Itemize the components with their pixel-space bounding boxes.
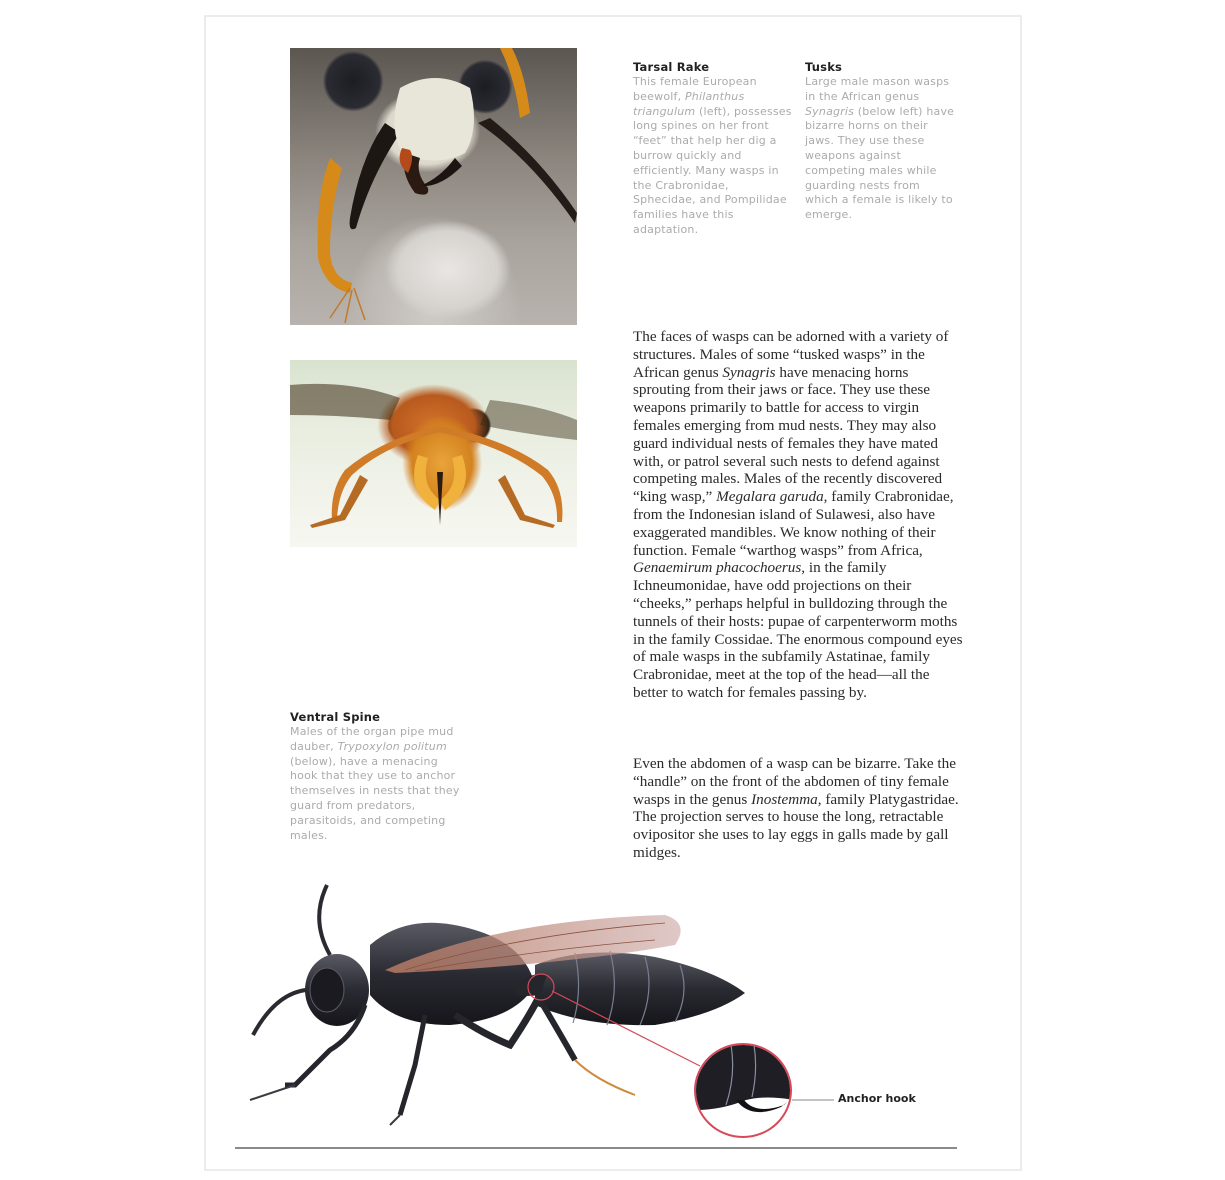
caption-title: Tusks — [805, 60, 843, 74]
body-text-run: , family Crabronidae, from the Indonesian island of Sulawesi, also have exaggerated mandibles. We know nothing of their function. Female “warthog wasps” from Africa, — [633, 488, 954, 559]
caption-text: This female European beewolf, — [633, 75, 757, 103]
genus-name: Inostemma — [751, 790, 818, 808]
body-text-run: , family Platygastridae. The projection serves to house the long, retractable ovipositor she uses to lay eggs in galls made by gall midges. — [633, 790, 959, 861]
caption-title: Tarsal Rake — [633, 60, 710, 74]
footer-rule — [235, 1147, 957, 1149]
body-text-run: The faces of wasps can be adorned with a variety of structures. Males of some “tusked wasps” in the African genus — [633, 328, 949, 381]
caption-text: Large male mason wasps in the African genus — [805, 75, 950, 103]
caption-text: Males of the organ pipe mud dauber, — [290, 725, 454, 753]
genus-name: Synagris — [722, 363, 776, 381]
species-name: Philanthus triangulum — [633, 89, 745, 118]
caption-title: Ventral Spine — [290, 710, 381, 724]
caption-text: (below left) have bizarre horns on their jaws. They use these weapons against competing males while guarding nests from which a female is likely to emerge. — [805, 104, 955, 222]
species-name: Genaemirum phacochoerus — [633, 559, 802, 577]
caption-text: (left), possesses long spines on her front “feet” that help her dig a burrow quickly and efficiently. Many wasps in the Crabronidae, Sphecidae, and Pompilidae families have this adaptation. — [633, 104, 792, 236]
anchor-hook-detail — [694, 1043, 792, 1138]
species-name: Trypoxylon politum — [337, 739, 447, 753]
body-text-run: Even the abdomen of a wasp can be bizarre. Take the “handle” on the front of the abdomen of tiny female wasps in the genus — [633, 755, 956, 808]
species-name: Megalara garuda — [716, 488, 824, 506]
genus-name: Synagris — [805, 104, 855, 118]
anchor-hook-label: Anchor hook — [838, 1092, 916, 1105]
caption-text: (below), have a menacing hook that they use to anchor themselves in nests that they guard from predators, parasitoids, and competing males. — [290, 754, 460, 842]
body-text-run: have menacing horns sprouting from their jaws or face. They use these weapons primarily to battle for access to virgin females emerging from mud nests. They may also guard individual nests of females they have mated with, or patrol several such nests to defend against competing males. Males of the recently discovered “king wasp,” — [633, 363, 943, 506]
body-text-run: , in the family Ichneumonidae, have odd projections on their “cheeks,” perhaps helpful in bulldozing through the tunnels of their hosts: pupae of carpenterworm moths in the family Cossidae. The enormous compound eyes of male wasps in the subfamily Astatinae, family Crabronidae, meet at the top of the head—all the better to watch for females passing by. — [633, 559, 963, 701]
